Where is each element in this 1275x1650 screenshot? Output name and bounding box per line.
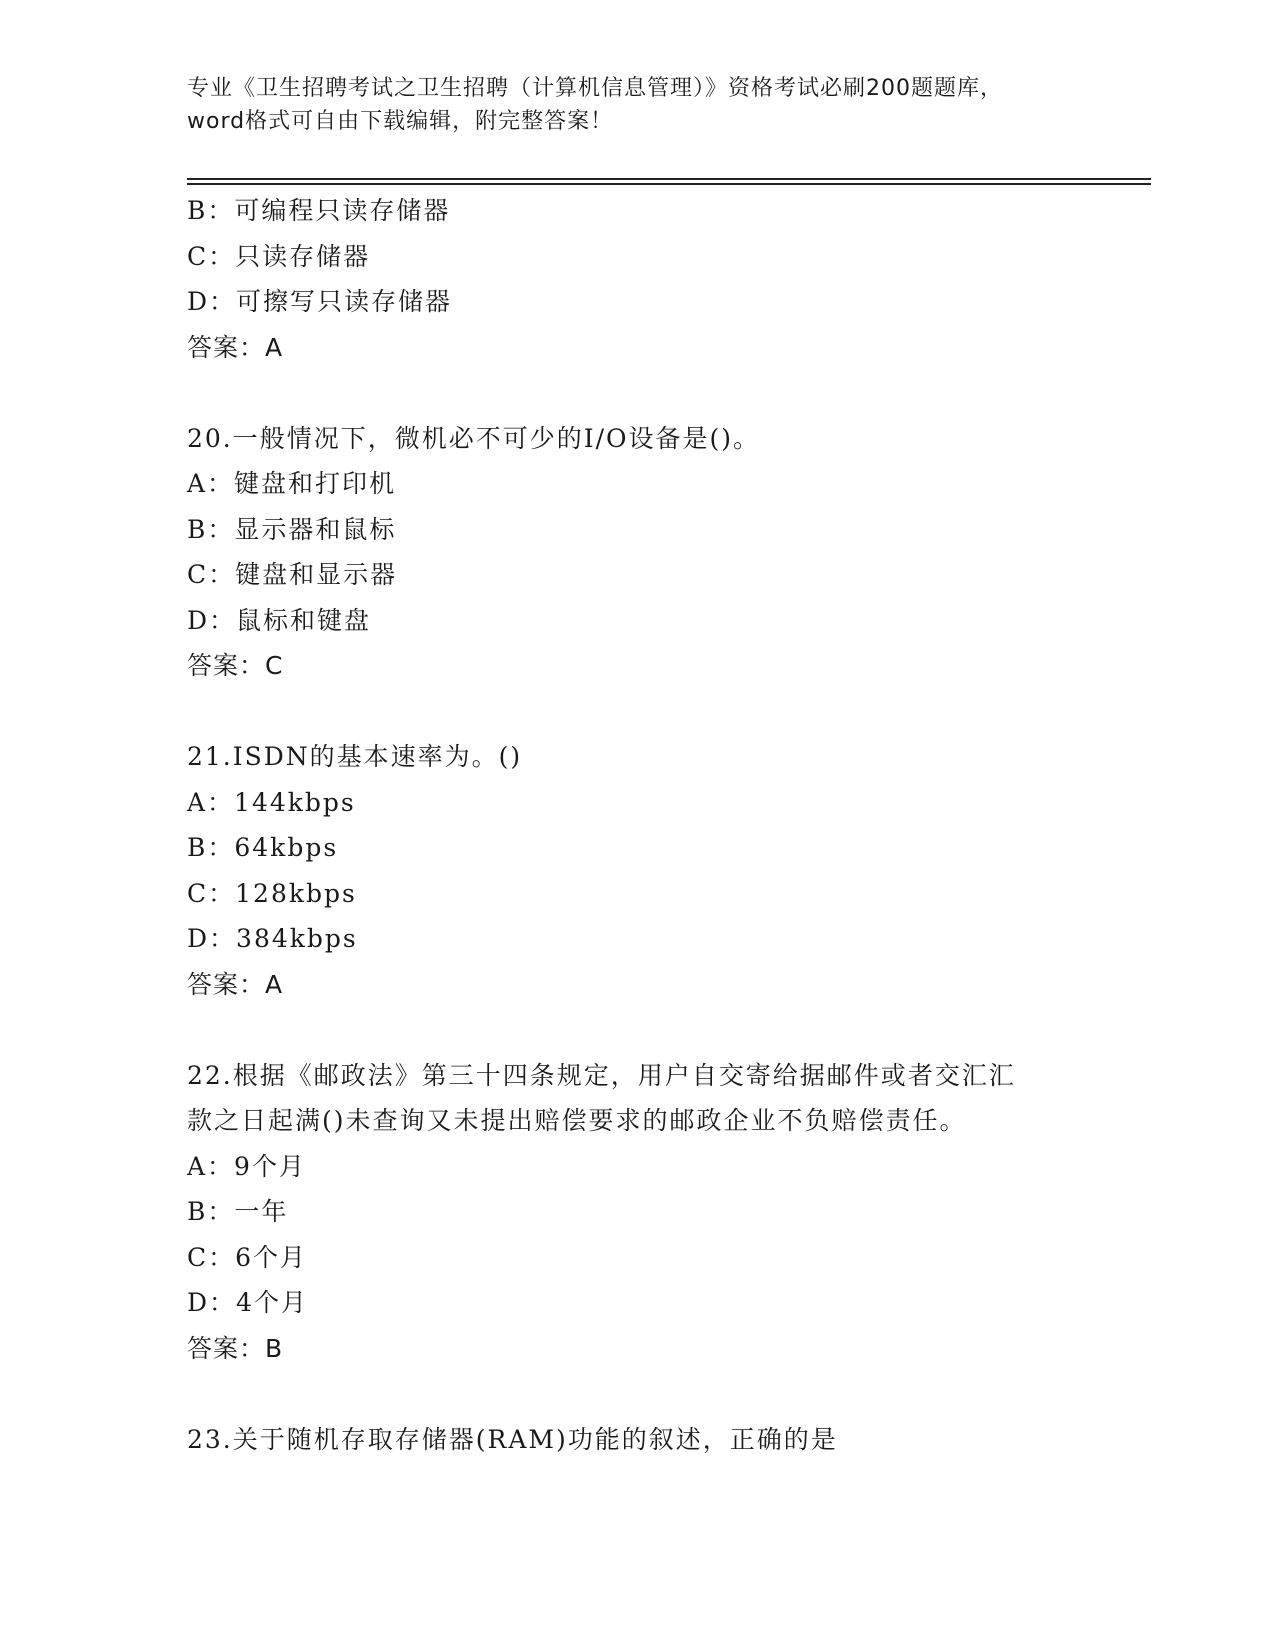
option-c: C：只读存储器	[187, 241, 371, 271]
option-a: A：9个月	[187, 1151, 306, 1181]
header-line-2: word格式可自由下载编辑，附完整答案！	[187, 109, 614, 134]
question-stem-line-2: 款之日起满()未查询又未提出赔偿要求的邮政企业不负赔偿责任。	[187, 1106, 967, 1135]
option-c: C：键盘和显示器	[187, 560, 398, 589]
answer-label: 答案：B	[187, 1333, 284, 1363]
answer-label: 答案：A	[187, 332, 284, 362]
option-b: B：一年	[187, 1197, 289, 1226]
option-d: D：鼠标和键盘	[187, 605, 372, 635]
header-line-1: 专业《卫生招聘考试之卫生招聘（计算机信息管理）》资格考试必刷200题题库，	[187, 76, 1003, 101]
option-d: D：可擦写只读存储器	[187, 287, 453, 316]
option-a: A：144kbps	[187, 787, 356, 817]
document-header	[187, 72, 1087, 138]
option-d: D：384kbps	[187, 924, 358, 953]
option-b: B：64kbps	[187, 833, 339, 862]
question-stem: 20.一般情况下，微机必不可少的I/O设备是()。	[187, 423, 761, 453]
answer-label: 答案：A	[187, 969, 284, 999]
option-d: D：4个月	[187, 1288, 308, 1317]
question-block-23	[187, 1417, 1087, 1463]
question-stem: 21.ISDN的基本速率为。()	[187, 742, 523, 771]
option-a: A：键盘和打印机	[187, 469, 397, 498]
question-stem: 23.关于随机存取存储器(RAM)功能的叙述，正确的是	[187, 1424, 838, 1454]
option-c: C：6个月	[187, 1242, 308, 1272]
answer-label: 答案：C	[187, 651, 284, 680]
option-c: C：128kbps	[187, 878, 357, 908]
question-block-19	[187, 188, 1087, 370]
header-divider-bottom	[187, 183, 1151, 185]
option-b: B：可编程只读存储器	[187, 196, 451, 225]
question-block-20	[187, 416, 1087, 689]
option-b: B：显示器和鼠标	[187, 514, 397, 544]
question-block-21	[187, 734, 1087, 1007]
question-list	[187, 188, 1087, 1462]
header-divider-top	[187, 178, 1151, 180]
question-block-22	[187, 1053, 1087, 1372]
question-stem-line-1: 22.根据《邮政法》第三十四条规定，用户自交寄给据邮件或者交汇汇	[187, 1060, 1016, 1090]
